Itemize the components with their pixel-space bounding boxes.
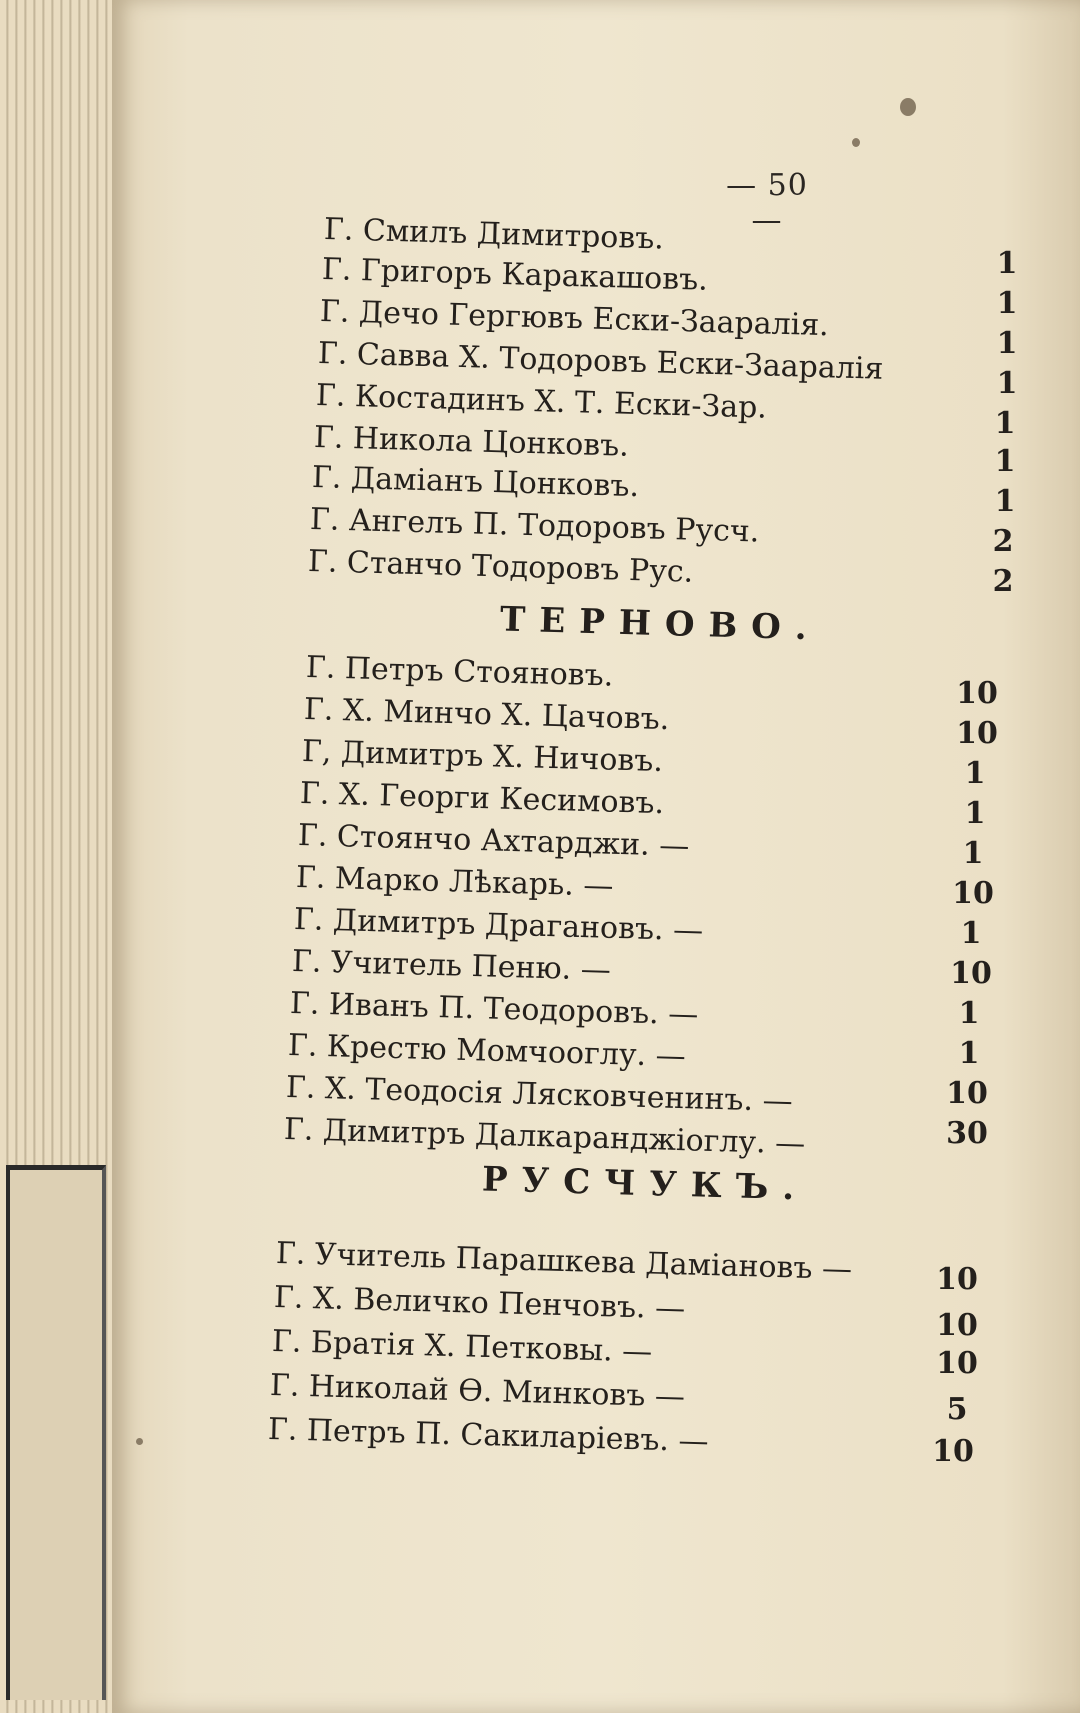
entry-amount: 1 [958,996,980,1031]
stain [900,98,916,116]
entry-amount: 10 [936,1262,978,1297]
entry-name: Г. Учитель Парашкева Даміановъ — [275,1236,853,1288]
entry-name: Г. Ангелъ П. Тодоровъ Русч. [309,502,760,550]
entry-amount: 5 [946,1392,968,1427]
entry-amount: 2 [992,524,1014,559]
entry-name: Г. Димитръ Драгановъ. — [293,902,704,949]
entry-amount: 10 [950,956,992,991]
entry-amount: 1 [996,326,1018,361]
entry-name: Г. Костадинъ Х. Т. Ески-Зар. [315,378,768,426]
entry-name: Г. Николай Ѳ. Минковъ — [269,1368,686,1415]
page-marker [6,1165,106,1700]
entry-amount: 1 [964,796,986,831]
entry-amount: 10 [952,876,994,911]
entry-name: Г. Григоръ Каракашовъ. [321,252,709,298]
stain [136,1438,143,1445]
entry-name: Г. Никола Цонковъ. [313,420,630,464]
entry-name: Г. Х. Величко Пенчовъ. — [273,1280,686,1327]
entry-name: Г. Х. Теодосія Лясковченинъ. — [285,1070,794,1120]
entry-name: Г. Савва Х. Тодоровъ Ески-Заaралія [317,336,884,387]
entry-name: Г, Димитръ Х. Ничовъ. [301,734,664,780]
entry-amount: 10 [936,1346,978,1381]
page-number: — 50 — [726,168,808,238]
entry-amount: 10 [946,1076,988,1111]
page [112,0,1080,1713]
entry-name: Г. Димитръ Далкаранджіоглу. — [283,1112,806,1162]
entry-amount: 1 [994,406,1016,441]
entry-name: Г. Петръ П. Сакиларіевъ. — [267,1412,709,1460]
entry-amount: 1 [964,756,986,791]
entry-amount: 1 [996,246,1018,281]
stain [852,138,860,147]
entry-amount: 10 [932,1434,974,1469]
entry-amount: 1 [994,444,1016,479]
entry-name: Г. Х. Георги Кесимовъ. [299,776,665,822]
entry-name: Г. Станчо Тодоровъ Рус. [307,544,694,590]
entry-name: Г. Смилъ Димитровъ. [323,212,665,257]
entry-name: Г. Дечо Гергювъ Ески-Заaралія. [319,294,830,344]
section-heading-ruschuk: РУСЧУКЪ. [481,1159,809,1209]
entry-name: Г. Братія Х. Петковы. — [271,1324,653,1370]
section-heading-ternovo: ТЕРНОВО. [499,599,822,649]
entry-name: Г. Стоянчо Ахтарджи. — [297,818,690,864]
entry-amount: 10 [956,676,998,711]
entry-amount: 1 [994,484,1016,519]
entry-amount: 30 [946,1116,988,1151]
entry-name: Г. Х. Минчо Х. Цачовъ. [303,692,670,738]
entry-amount: 1 [996,366,1018,401]
entry-name: Г. Петръ Стояновъ. [305,650,614,694]
entry-name: Г. Крестю Момчоoглу. — [287,1028,687,1075]
entry-name: Г. Иванъ П. Теодоровъ. — [289,986,699,1033]
entry-name: Г. Учитель Пеню. — [291,944,612,988]
entry-amount: 2 [992,564,1014,599]
entry-amount: 1 [996,286,1018,321]
entry-amount: 1 [958,1036,980,1071]
entry-amount: 10 [936,1308,978,1343]
entry-amount: 1 [960,916,982,951]
entry-amount: 1 [962,836,984,871]
entry-name: Г. Даміанъ Цонковъ. [311,460,640,505]
entry-amount: 10 [956,716,998,751]
entry-name: Г. Марко Лѣкарь. — [295,860,614,904]
